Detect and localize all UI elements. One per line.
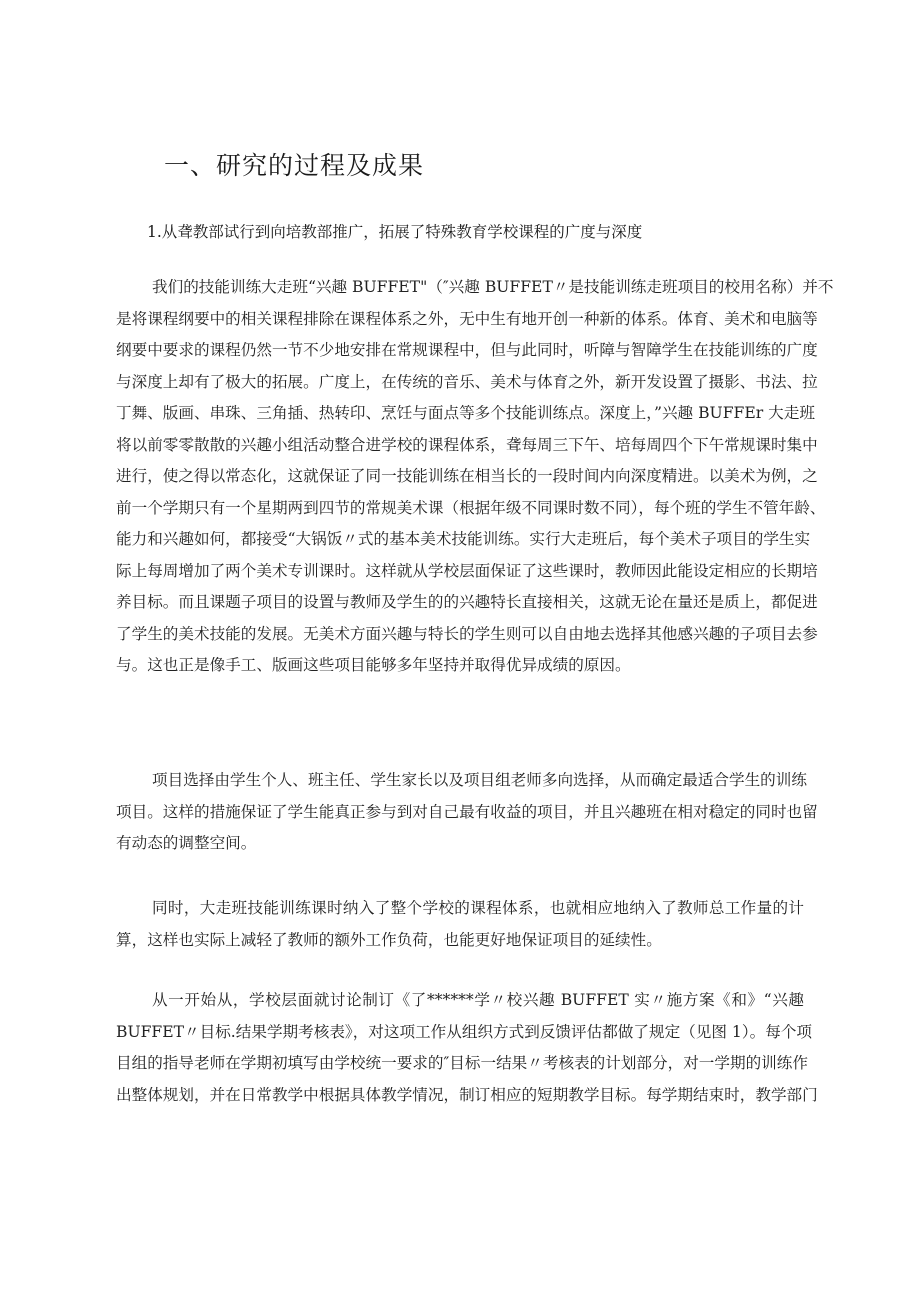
paragraph-4: [116, 985, 818, 1111]
paragraph-line: 同时，大走班技能训练课时纳入了整个学校的课程体系，也就相应地纳入了教师总工作量的计: [152, 899, 804, 917]
paragraph-line: 算，这样也实际上减轻了教师的额外工作负荷，也能更好地保证项目的延续性。: [116, 930, 662, 949]
paragraph-line: 与。这也正是像手工、版画这些项目能够多年坚持并取得优异成绩的原因。: [116, 656, 631, 674]
paragraph-line: 纲要中要求的课程仍然一节不少地安排在常规课程中，但与此同时，听障与智障学生在技能训练的广度: [116, 341, 818, 359]
subsection-heading: 1.从聋教部试行到向培教部推广，拓展了特殊教育学校课程的广度与深度: [147, 223, 643, 241]
paragraph-line: 项目。这样的措施保证了学生能真正参与到对自己最有收益的项目，并且兴趣班在相对稳定的同时也留: [116, 802, 818, 821]
paragraph-line: 进行，使之得以常态化，这就保证了同一技能训练在相当长的一段时间内向深度精进。以美术为例，之: [116, 467, 818, 485]
paragraph-line: 养目标。而且课题子项目的设置与教师及学生的的兴趣特长直接相关，这就无论在量还是质上，都促进: [116, 593, 818, 611]
paragraph-line: BUFFET〃目标.结果学期考核表》，对这项工作从组织方式到反馈评估都做了规定（见图 1）。每个项: [116, 1022, 813, 1041]
paragraph-line: 目组的指导老师在学期初填写由学校统一要求的″目标一结果〃考核表的计划部分，对一学期的训练作: [116, 1054, 808, 1072]
paragraph-line: 丁舞、版画、串珠、三角插、热转印、烹饪与面点等多个技能训练点。深度上，”兴趣 BUFFEr 大走班: [116, 404, 815, 422]
paragraph-line: 我们的技能训练大走班“兴趣 BUFFET"（″兴趣 BUFFET〃是技能训练走班项目的校用名称）并不: [152, 278, 834, 296]
paragraph-line: 是将课程纲要中的相关课程排除在课程体系之外，无中生有地开创一种新的体系。体育、美术和电脑等: [116, 309, 818, 328]
paragraph-line: 际上每周增加了两个美术专训课时。这样就从学校层面保证了这些课时，教师因此能设定相应的长期培: [116, 561, 818, 580]
paragraph-line: 从一开始从，学校层面就讨论制订《了******学〃校兴趣 BUFFET 实〃施方案《和》“兴趣: [152, 991, 804, 1009]
paragraph-line: 前一个学期只有一个星期两到四节的常规美术课（根据年级不同课时数不同），每个班的学生不管年龄、: [116, 498, 826, 517]
paragraph-line: 将以前零零散散的兴趣小组活动整合进学校的课程体系，聋每周三下午、培每周四个下午常规课时集中: [116, 435, 818, 454]
paragraph-2: [116, 765, 818, 860]
paragraph-line: 与深度上却有了极大的拓展。广度上，在传统的音乐、美术与体育之外，新开发设置了摄影、书法、拉: [116, 372, 818, 391]
paragraph-line: 了学生的美术技能的发展。无美术方面兴趣与特长的学生则可以自由地去选择其他感兴趣的子项目去参: [116, 624, 818, 643]
paragraph-line: 能力和兴趣如何，都接受“大锅饭〃式的基本美术技能训练。实行大走班后，每个美术子项目的学生实: [116, 530, 811, 548]
paragraph-line: 项目选择由学生个人、班主任、学生家长以及项目组老师多向选择，从而确定最适合学生的训练: [152, 771, 807, 789]
paragraph-line: 有动态的调整空间。: [116, 834, 257, 852]
section-heading: 一、研究的过程及成果: [164, 151, 425, 180]
paragraph-1: [116, 272, 834, 682]
paragraph-3: [116, 893, 804, 956]
paragraph-line: 出整体规划，并在日常教学中根据具体教学情况，制订相应的短期教学目标。每学期结束时，教学部门: [116, 1085, 818, 1104]
